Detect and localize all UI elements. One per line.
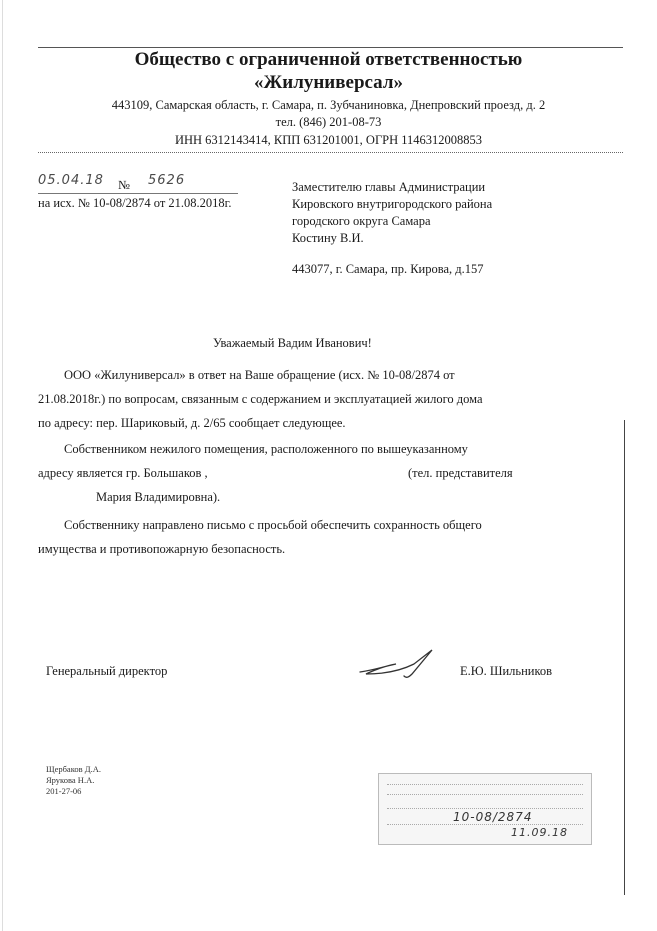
org-requisites: ИНН 6312143414, КПП 631201001, ОГРН 1146312008853: [174, 133, 483, 147]
executor-phone: 201-27-06: [46, 786, 82, 796]
body-p1-line-3: по адресу: пер. Шариковый, д. 2/65 сообщает следующее.: [38, 416, 346, 430]
body-p2-line-1: Собственником нежилого помещения, расположенного по вышеуказанному: [64, 442, 468, 456]
stamp-number: 10-08/2874: [453, 810, 533, 824]
header-top-rule: [38, 47, 623, 48]
outgoing-reference: на исх. № 10-08/2874 от 21.08.2018г.: [38, 196, 232, 210]
scan-margin-line: [624, 420, 625, 895]
recipient-line-2: Кировского внутригородского района: [292, 197, 493, 211]
handwritten-signature: [356, 644, 436, 684]
body-p2-line-3: Мария Владимировна).: [96, 490, 221, 504]
outgoing-underline: [38, 193, 238, 194]
org-name: «Жилуниверсал»: [253, 72, 404, 93]
stamp-line: [387, 824, 583, 825]
stamp-line: [387, 794, 583, 795]
salutation: Уважаемый Вадим Иванович!: [213, 336, 372, 350]
org-phone: тел. (846) 201-08-73: [275, 115, 382, 129]
body-p3-line-1: Собственнику направлено письмо с просьбой обеспечить сохранность общего: [64, 518, 482, 532]
stamp-line: [387, 784, 583, 785]
stamp-line: [387, 808, 583, 809]
signature-name: Е.Ю. Шильников: [460, 664, 553, 678]
recipient-line-4: Костину В.И.: [292, 231, 364, 245]
org-address: 443109, Самарская область, г. Самара, п. Зубчаниновка, Днепровский проезд, д. 2: [111, 98, 546, 112]
body-p2-line-2a: адресу является гр. Большаков ,: [38, 466, 208, 480]
outgoing-number: 5626: [148, 173, 186, 188]
header-bottom-rule: [38, 152, 623, 153]
stamp-date: 11.09.18: [511, 826, 568, 839]
org-title: Общество с ограниченной ответственностью: [134, 49, 523, 70]
body-p1-line-2: 21.08.2018г.) по вопросам, связанным с содержанием и эксплуатацией жилого дома: [38, 392, 483, 406]
signature-position: Генеральный директор: [46, 664, 168, 678]
executor-1: Щербаков Д.А.: [46, 764, 101, 774]
registration-stamp: [378, 773, 592, 845]
outgoing-date: 05.04.18: [38, 173, 104, 188]
scan-edge-line: [2, 0, 3, 931]
recipient-address: 443077, г. Самара, пр. Кирова, д.157: [292, 262, 484, 276]
body-p3-line-2: имущества и противопожарную безопасность.: [38, 542, 286, 556]
body-p2-line-2b: (тел. представителя: [408, 466, 513, 480]
executor-2: Ярукова Н.А.: [46, 775, 95, 785]
recipient-line-1: Заместителю главы Администрации: [292, 180, 486, 194]
outgoing-number-label: №: [118, 178, 130, 192]
body-p1-line-1: ООО «Жилуниверсал» в ответ на Ваше обращение (исх. № 10-08/2874 от: [64, 368, 455, 382]
recipient-line-3: городского округа Самара: [292, 214, 431, 228]
